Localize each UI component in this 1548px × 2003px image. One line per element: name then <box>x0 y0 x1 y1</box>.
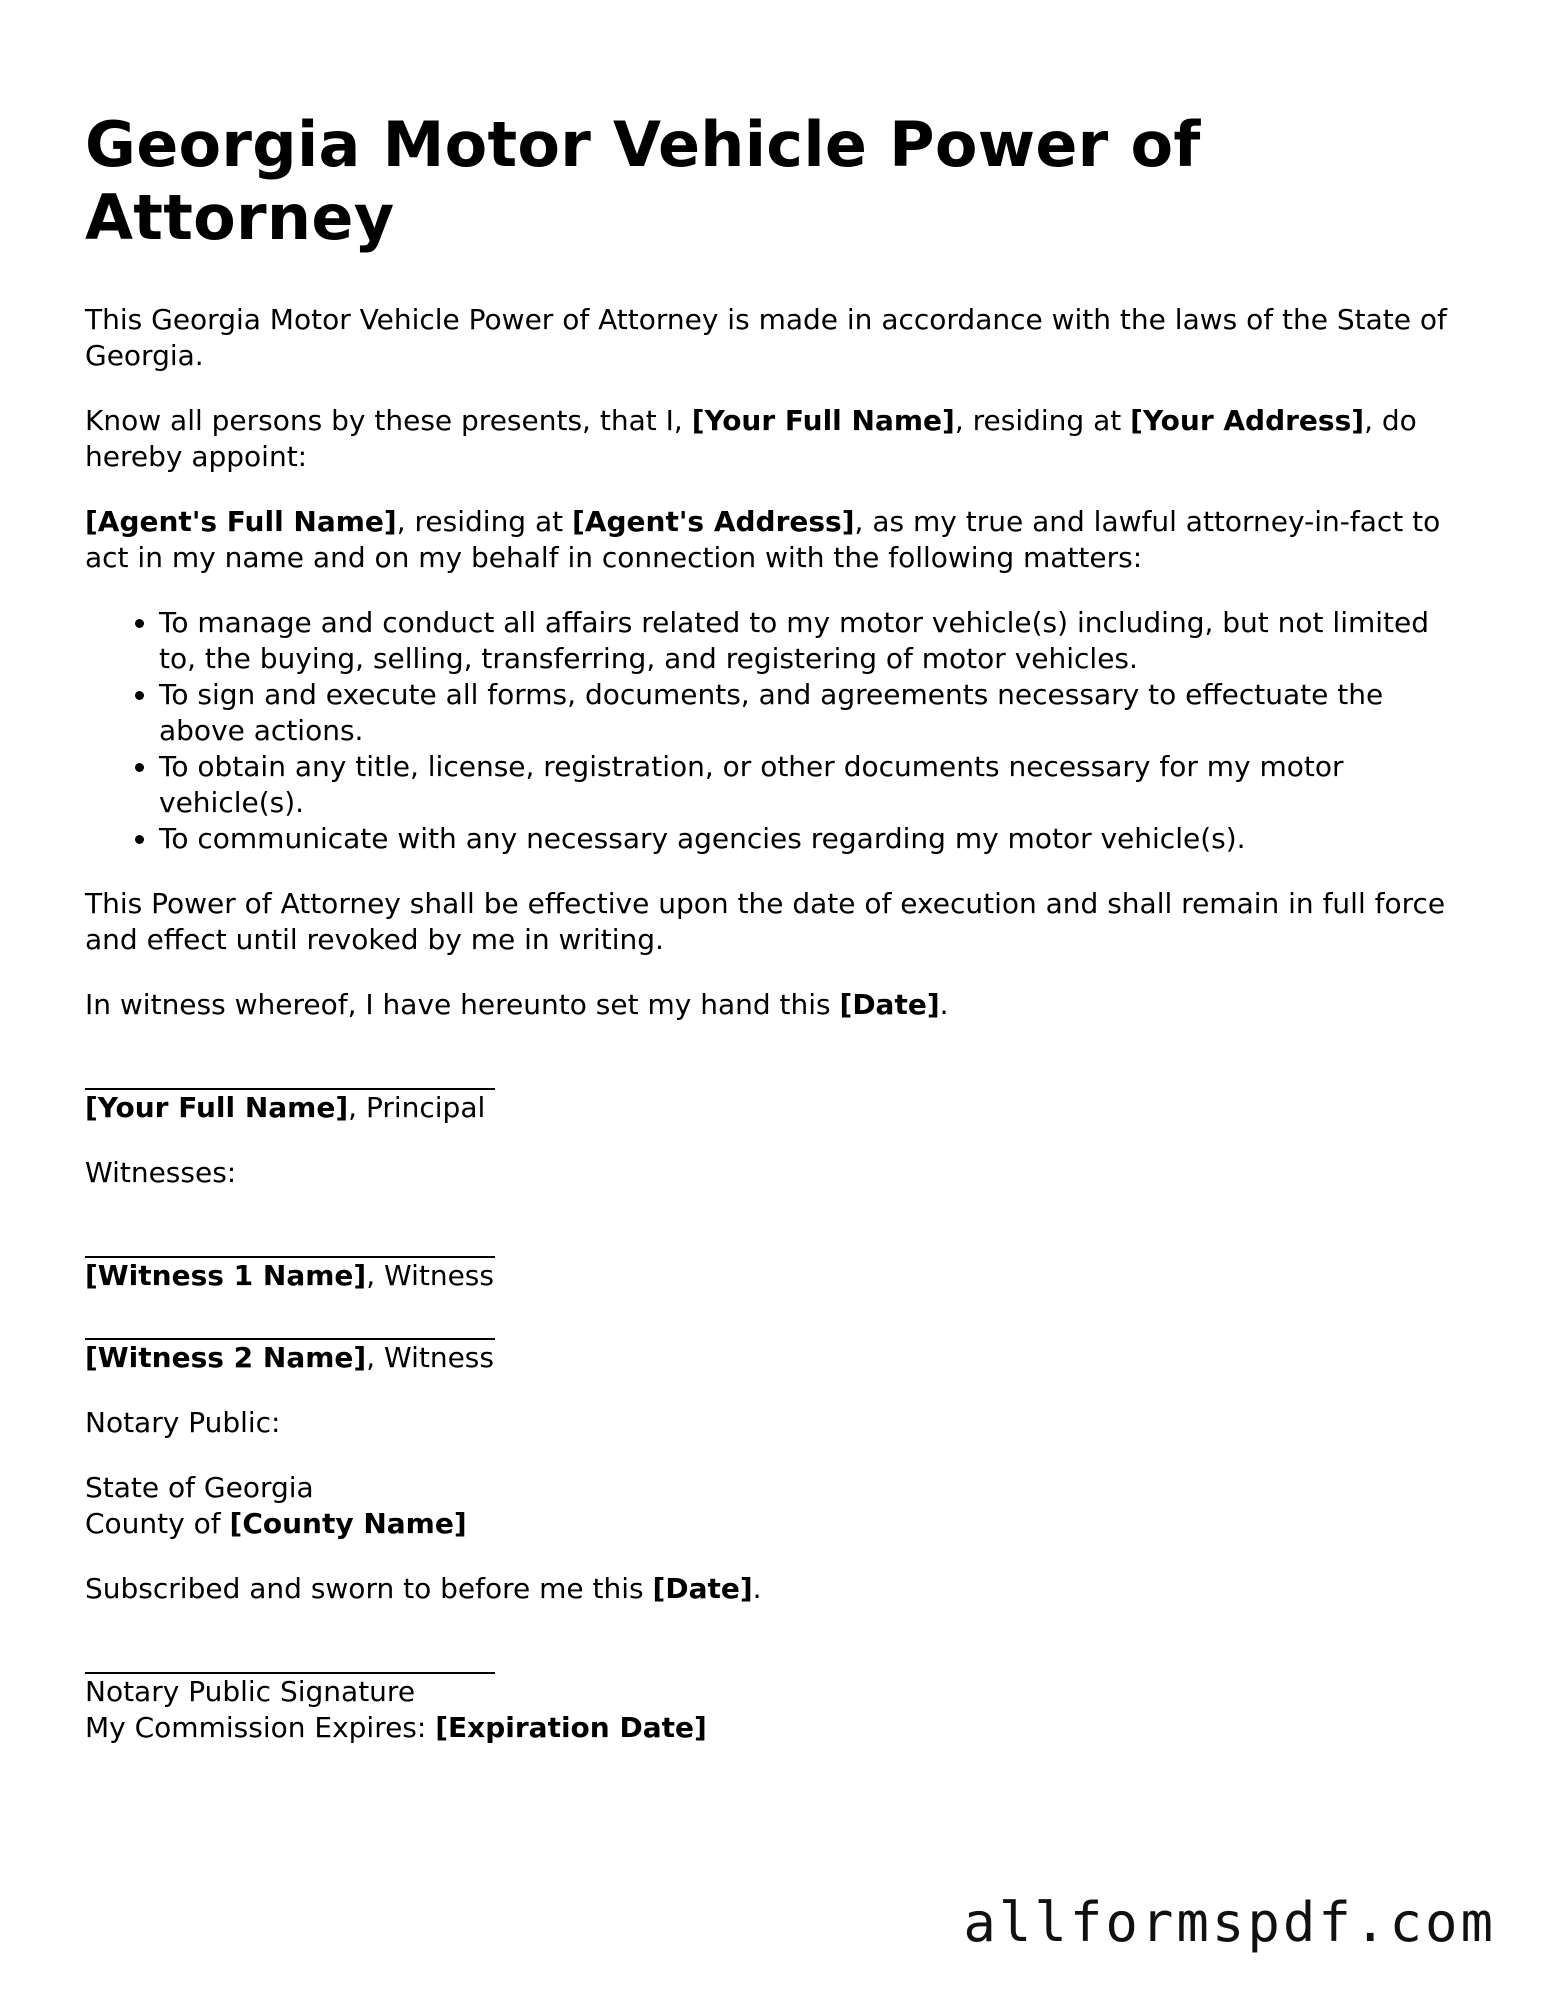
document-title: Georgia Motor Vehicle Power of Attorney <box>85 108 1201 254</box>
commission-text: My Commission Expires: <box>85 1711 436 1744</box>
site-watermark: allformspdf.com <box>963 1891 1496 1954</box>
principal-signature-label <box>85 1090 1460 1126</box>
notary-signature-label: Notary Public Signature <box>85 1675 416 1708</box>
agent-text: , residing at <box>396 505 573 538</box>
agent-text: , as my true and lawful attorney-in-fact to act in my name and on my behalf in connection with the following matters: <box>85 505 1441 574</box>
witness2-name-placeholder: [Witness 2 Name] <box>85 1341 367 1374</box>
principal-address-placeholder: [Your Address] <box>1130 404 1365 437</box>
agent-name-placeholder: [Agent's Full Name] <box>85 505 397 538</box>
document-page <box>85 108 1460 1775</box>
witness1-name-placeholder: [Witness 1 Name] <box>85 1259 367 1292</box>
witness2-role: , Witness <box>366 1341 494 1374</box>
witness-clause-text: . <box>939 988 949 1021</box>
notary-signature-block <box>85 1636 1460 1746</box>
sworn-statement <box>85 1571 1460 1607</box>
witness2-signature-label <box>85 1340 1460 1376</box>
list-item: • To sign and execute all forms, documents, and agreements necessary to effectuate the above actions. <box>159 677 1460 749</box>
appointment-paragraph <box>85 403 1460 475</box>
witness1-signature-block <box>85 1220 1460 1294</box>
list-item: • To manage and conduct all affairs related to my motor vehicle(s) including, but not limited to, the buying, selling, transferring, and registering of motor vehicles. <box>159 605 1460 677</box>
principal-name-placeholder: [Your Full Name] <box>691 404 955 437</box>
witness2-signature-block <box>85 1338 1460 1376</box>
witness-clause-text: In witness whereof, I have hereunto set my hand this <box>85 988 840 1021</box>
expiration-date-placeholder: [Expiration Date] <box>435 1711 707 1744</box>
sworn-text: Subscribed and sworn to before me this <box>85 1572 653 1605</box>
appointment-text: , do hereby appoint: <box>85 404 1417 473</box>
principal-name-placeholder: [Your Full Name] <box>85 1091 349 1124</box>
witnesses-label: Witnesses: <box>85 1156 237 1189</box>
witness1-signature-label <box>85 1258 1460 1294</box>
sworn-date-placeholder: [Date] <box>652 1572 753 1605</box>
county-name-placeholder: [County Name] <box>229 1507 467 1540</box>
list-item: • To communicate with any necessary agencies regarding my motor vehicle(s). <box>159 821 1460 857</box>
appointment-text: Know all persons by these presents, that I, <box>85 404 692 437</box>
agent-paragraph <box>85 504 1460 576</box>
intro-paragraph: This Georgia Motor Vehicle Power of Attorney is made in accordance with the laws of the State of Georgia. <box>85 303 1447 372</box>
powers-list <box>85 605 1460 857</box>
list-item: • To obtain any title, license, registration, or other documents necessary for my motor vehicle(s). <box>159 749 1460 821</box>
execution-date-placeholder: [Date] <box>839 988 940 1021</box>
sworn-text: . <box>752 1572 762 1605</box>
appointment-text: , residing at <box>954 404 1131 437</box>
notary-label: Notary Public: <box>85 1406 281 1439</box>
principal-signature-block <box>85 1052 1460 1126</box>
county-text: County of <box>85 1507 230 1540</box>
principal-role: , Principal <box>348 1091 486 1124</box>
commission-expiry <box>85 1710 1460 1746</box>
effective-paragraph: This Power of Attorney shall be effective upon the date of execution and shall remain in full force and effect until revoked by me in writing. <box>85 887 1446 956</box>
witness-clause <box>85 987 1460 1023</box>
notary-venue <box>85 1470 1460 1542</box>
notary-state: State of Georgia <box>85 1471 314 1504</box>
witness1-role: , Witness <box>366 1259 494 1292</box>
agent-address-placeholder: [Agent's Address] <box>572 505 855 538</box>
